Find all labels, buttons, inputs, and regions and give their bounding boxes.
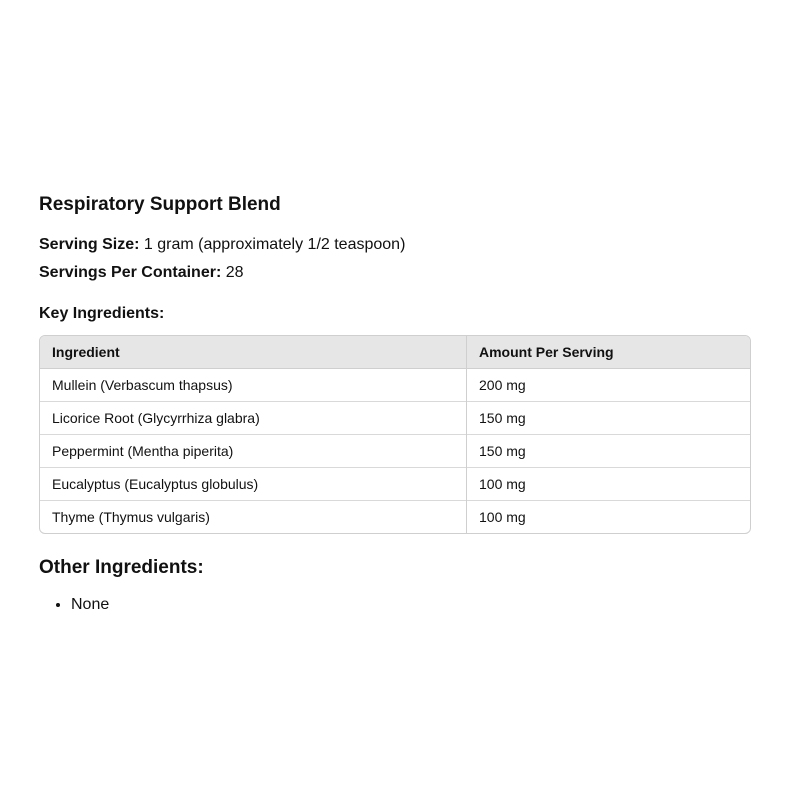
product-title: Respiratory Support Blend — [39, 194, 281, 215]
ingredient-cell: Thyme (Thymus vulgaris) — [40, 501, 467, 534]
table-row — [40, 435, 750, 468]
table-row — [40, 501, 750, 534]
key-ingredients-heading: Key Ingredients: — [39, 305, 165, 322]
ingredient-cell: Eucalyptus (Eucalyptus globulus) — [40, 468, 467, 501]
table-row — [40, 402, 750, 435]
ingredients-table-container — [39, 335, 751, 534]
other-ingredients-heading: Other Ingredients: — [39, 557, 204, 578]
ingredients-table — [40, 336, 750, 533]
ingredient-cell: Mullein (Verbascum thapsus) — [40, 369, 467, 402]
list-item: • None — [71, 593, 751, 617]
servings-per-container-value: 28 — [221, 264, 244, 281]
amount-cell: 100 mg — [467, 468, 751, 501]
ingredient-cell: Licorice Root (Glycyrrhiza glabra) — [40, 402, 467, 435]
amount-cell: 200 mg — [479, 377, 526, 393]
servings-per-container-row — [39, 259, 751, 287]
table-row — [40, 468, 750, 501]
supplement-facts — [39, 192, 751, 617]
serving-size-row — [39, 231, 751, 259]
amount-cell: 150 mg — [467, 402, 751, 435]
column-header-amount: Amount Per Serving — [467, 336, 751, 369]
table-header-row — [40, 336, 750, 369]
column-header-ingredient: Ingredient — [40, 336, 467, 369]
table-row — [40, 369, 750, 402]
serving-size-value: 1 gram (approximately 1/2 teaspoon) — [139, 236, 406, 253]
servings-per-container-label: Servings Per Container: — [39, 264, 222, 281]
amount-cell: 150 mg — [467, 435, 751, 468]
serving-info — [39, 231, 751, 287]
amount-cell: 100 mg — [467, 501, 751, 534]
serving-size-label: Serving Size: — [39, 236, 140, 253]
other-ingredients-list — [39, 593, 751, 617]
ingredient-cell: Peppermint (Mentha piperita) — [40, 435, 467, 468]
